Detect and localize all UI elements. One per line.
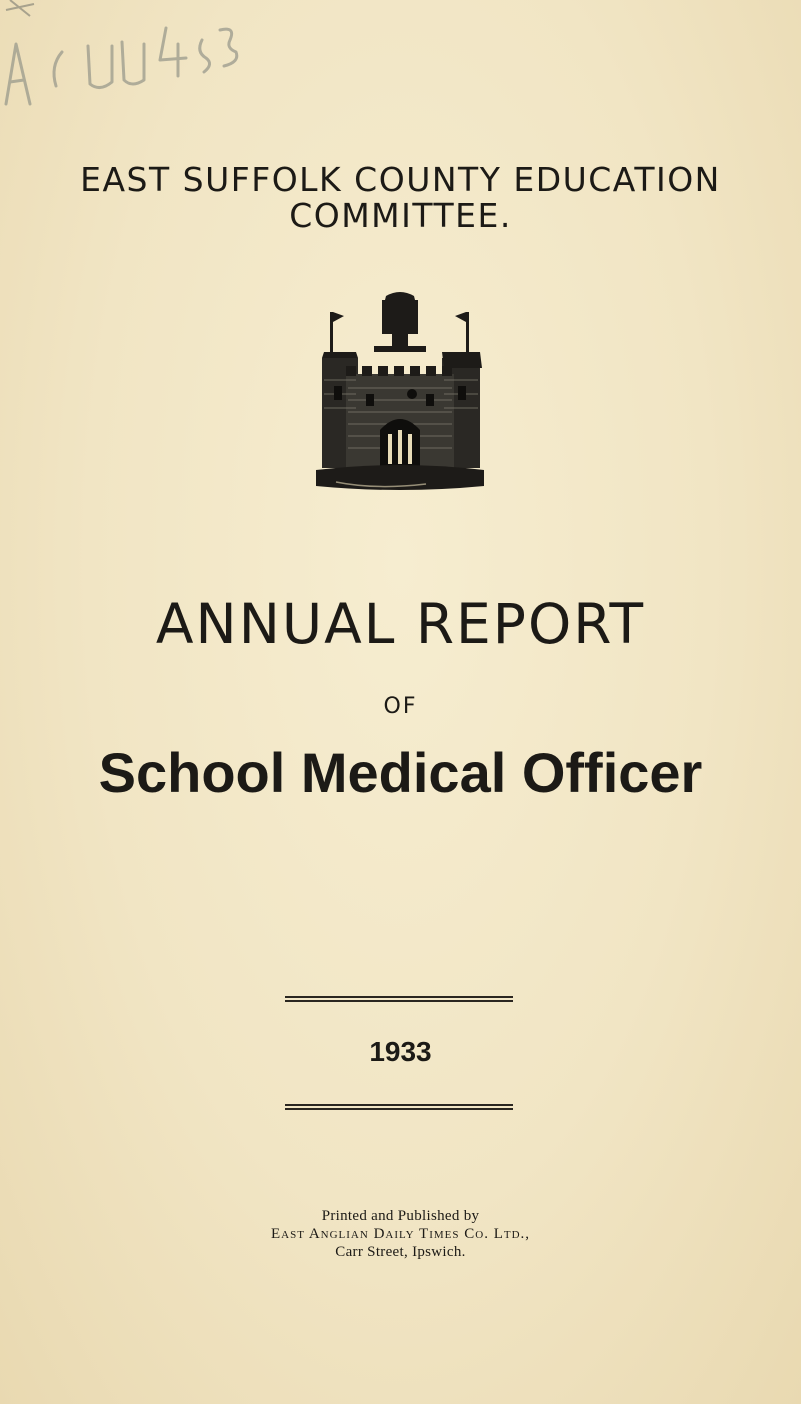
committee-heading-line2: COMMITTEE.	[289, 196, 512, 235]
castle-crest-icon	[316, 290, 484, 490]
double-rule-top	[285, 996, 513, 1002]
report-connector: OF	[383, 694, 418, 719]
report-title: ANNUAL REPORT	[155, 592, 646, 656]
report-year: 1933	[369, 1036, 432, 1067]
imprint-publisher: East Anglian Daily Times Co. Ltd.,	[270, 1226, 531, 1242]
imprint-line-1: Printed and Published by	[321, 1208, 480, 1224]
handwritten-annotation	[0, 0, 260, 110]
report-subject: School Medical Officer	[98, 741, 703, 804]
committee-heading-line1: EAST SUFFOLK COUNTY EDUCATION	[80, 160, 721, 199]
double-rule-bottom	[285, 1104, 513, 1110]
imprint-address: Carr Street, Ipswich.	[335, 1244, 466, 1260]
